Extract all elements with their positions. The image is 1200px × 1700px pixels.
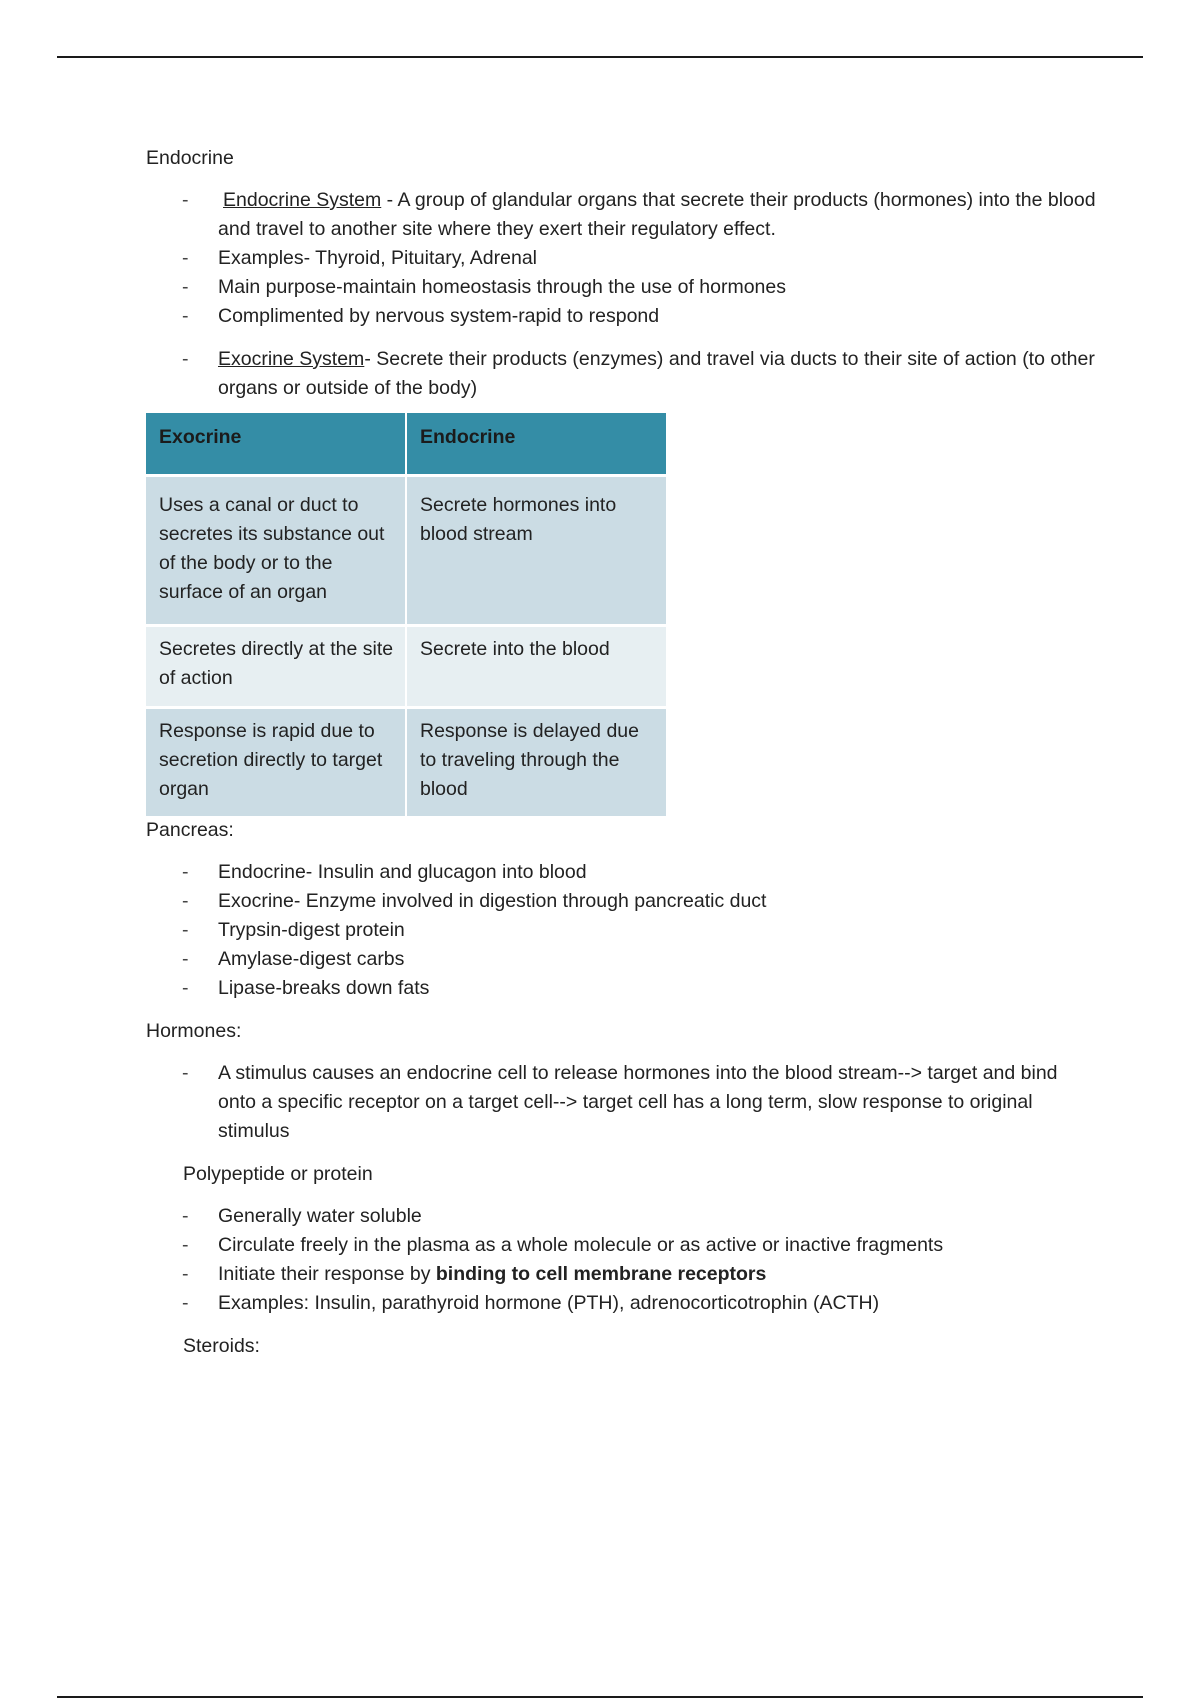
table-cell: Response is delayed due to traveling through the blood — [407, 709, 666, 816]
list-item-text: Amylase-digest carbs — [218, 948, 405, 970]
comparison-table — [144, 413, 668, 816]
list-item-text: Complimented by nervous system-rapid to respond — [218, 305, 660, 327]
table-cell: Secrete into the blood — [407, 627, 666, 709]
column-header-exocrine: Exocrine — [146, 413, 405, 477]
dash-icon: - — [182, 948, 189, 970]
page-title: Endocrine — [146, 147, 234, 169]
dash-icon: - — [182, 189, 189, 211]
dash-icon: - — [182, 247, 189, 269]
dash-icon: - — [182, 348, 189, 370]
list-item — [146, 858, 1096, 887]
list-item — [146, 974, 1096, 1003]
dash-icon: - — [182, 276, 189, 298]
steroids-heading: Steroids: — [183, 1335, 260, 1357]
term-endocrine-system: Endocrine System — [223, 189, 382, 211]
list-item-text: Trypsin-digest protein — [218, 919, 405, 941]
dash-icon: - — [182, 861, 189, 883]
table-row — [146, 709, 666, 816]
term-exocrine-system: Exocrine System — [218, 348, 365, 370]
polypeptide-list — [146, 1202, 1096, 1318]
table-header-row — [146, 413, 666, 477]
list-item-text: Initiate their response by — [218, 1263, 436, 1285]
polypeptide-heading: Polypeptide or protein — [183, 1163, 373, 1185]
list-item — [146, 244, 1096, 273]
definition-text: - Secrete their products (enzymes) and travel via ducts to their site of action (to other organs or outside of the body) — [218, 348, 1095, 399]
list-item — [146, 1289, 1096, 1318]
list-item — [146, 945, 1096, 974]
list-item — [146, 186, 1096, 244]
list-item-text: A stimulus causes an endocrine cell to release hormones into the blood stream--> target and bind onto a specific receptor on a target cell--> target cell has a long term, slow response to original stimulus — [218, 1062, 1058, 1142]
dash-icon: - — [182, 1263, 189, 1285]
pancreas-list — [146, 858, 1096, 1003]
dash-icon: - — [182, 1234, 189, 1256]
list-item-text: Endocrine- Insulin and glucagon into blood — [218, 861, 587, 883]
dash-icon: - — [182, 919, 189, 941]
list-item — [146, 1260, 1096, 1289]
table-cell: Secrete hormones into blood stream — [407, 477, 666, 627]
dash-icon: - — [182, 1062, 189, 1084]
list-item — [146, 345, 1096, 403]
list-item-text: Circulate freely in the plasma as a whole molecule or as active or inactive fragments — [218, 1234, 944, 1256]
list-item — [146, 916, 1096, 945]
pancreas-heading: Pancreas: — [146, 819, 234, 841]
list-item — [146, 1202, 1096, 1231]
hormones-list — [146, 1059, 1096, 1146]
emphasis-text: binding to cell membrane receptors — [435, 1263, 767, 1285]
definition-text: - A group of glandular organs that secrete their products (hormones) into the blood and travel to another site where they exert their regulatory effect. — [218, 189, 1096, 240]
list-item — [146, 887, 1096, 916]
intro-list — [146, 186, 1096, 331]
table-cell: Uses a canal or duct to secretes its substance out of the body or to the surface of an organ — [146, 477, 405, 627]
hormones-heading: Hormones: — [146, 1020, 242, 1042]
dash-icon: - — [182, 890, 189, 912]
list-item — [146, 302, 1096, 331]
dash-icon: - — [182, 305, 189, 327]
dash-icon: - — [182, 1205, 189, 1227]
table-cell: Secretes directly at the site of action — [146, 627, 405, 709]
list-item-text: Examples- Thyroid, Pituitary, Adrenal — [218, 247, 537, 269]
table-cell: Response is rapid due to secretion directly to target organ — [146, 709, 405, 816]
document-body — [146, 144, 1096, 1360]
list-item — [146, 273, 1096, 302]
footer-rule — [57, 1696, 1143, 1698]
exocrine-list — [146, 345, 1096, 403]
list-item-text: Main purpose-maintain homeostasis through the use of hormones — [218, 276, 786, 298]
list-item-text: Lipase-breaks down fats — [218, 977, 430, 999]
list-item — [146, 1231, 1096, 1260]
table-row — [146, 627, 666, 709]
dash-icon: - — [182, 1292, 189, 1314]
dash-icon: - — [182, 977, 189, 999]
column-header-endocrine: Endocrine — [407, 413, 666, 477]
list-item-text: Examples: Insulin, parathyroid hormone (PTH), adrenocorticotrophin (ACTH) — [218, 1292, 880, 1314]
list-item-text: Exocrine- Enzyme involved in digestion through pancreatic duct — [218, 890, 767, 912]
header-rule — [57, 56, 1143, 58]
list-item — [146, 1059, 1096, 1146]
table-row — [146, 477, 666, 627]
list-item-text: Generally water soluble — [218, 1205, 422, 1227]
